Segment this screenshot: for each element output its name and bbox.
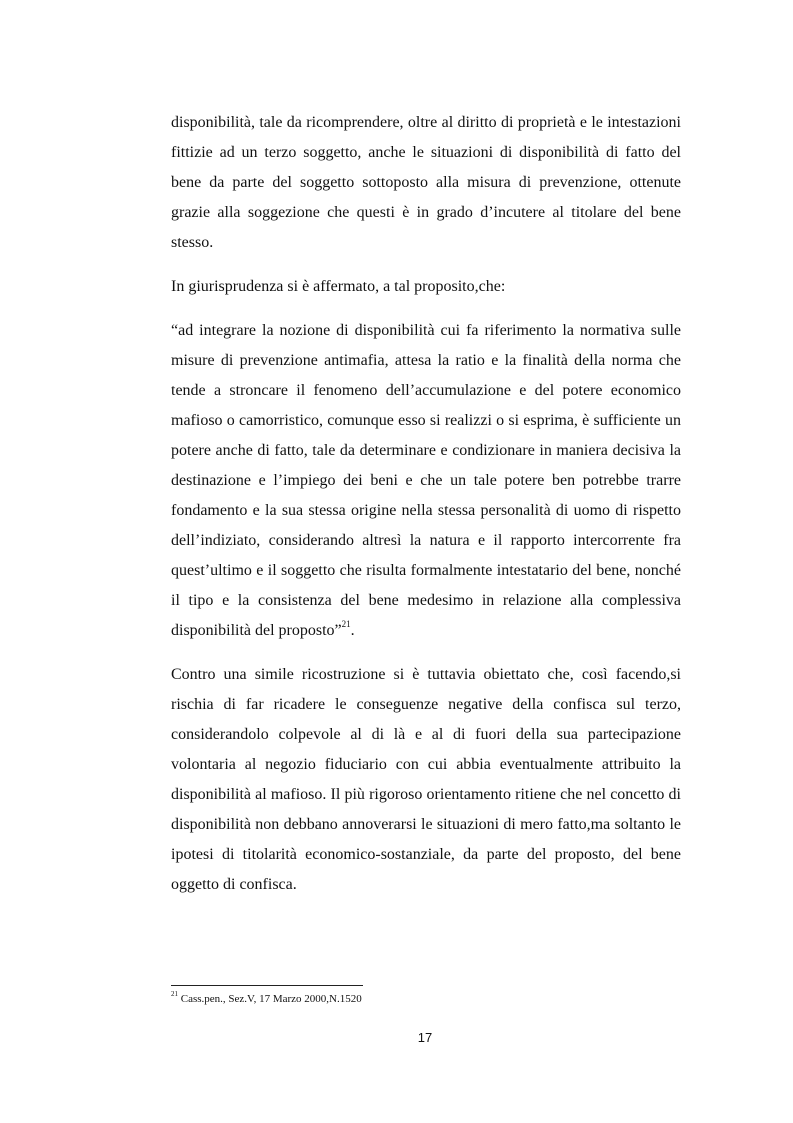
footnote <box>171 992 362 1006</box>
page-number: 17 <box>417 1030 433 1045</box>
footnote-separator <box>171 985 363 986</box>
paragraph-4: Contro una simile ricostruzione si è tuttavia obiettato che, così facendo,si rischia di far ricadere le conseguenze negative della confisca sul terzo, considerandolo colpevole al di là e al di fuori della sua partecipazione volontaria al negozio fiduciario con cui abbia eventualmente attribuito la disponibilità al mafioso. Il più rigoroso orientamento ritiene che nel concetto di disponibilità non debbano annoverarsi le situazioni di mero fatto,ma soltanto le ipotesi di titolarità economico-sostanziale, da parte del proposto, del bene oggetto di confisca. <box>171 666 681 893</box>
quote-text: “ad integrare la nozione di disponibilità cui fa riferimento la normativa sulle misure di prevenzione antimafia, attesa la ratio e la finalità della norma che tende a stroncare il fenomeno dell’accumulazione e del potere economico mafioso o camorristico, comunque esso si realizzi o si esprima, è sufficiente un potere anche di fatto, tale da determinare e condizionare in maniera decisiva la destinazione e l’impiego dei beni e che un tale potere ben potrebbe trarre fondamento e la sua stessa origine nella stessa personalità di uomo di rispetto dell’indiziato, considerando altresì la natura e il rapporto intercorrente fra quest’ultimo e il soggetto che risulta formalmente intestatario del bene, nonché il tipo e la consistenza del bene medesimo in relazione alla complessiva disponibilità del proposto” <box>171 322 681 639</box>
footnote-text: Cass.pen., Sez.V, 17 Marzo 2000,N.1520 <box>180 993 362 1005</box>
footnote-marker: 21 <box>171 990 178 999</box>
paragraph-2: In giurisprudenza si è affermato, a tal proposito,che: <box>171 278 506 295</box>
quote-end-punctuation: . <box>350 622 355 639</box>
document-body <box>171 108 681 900</box>
footnote-reference[interactable]: 21 <box>341 618 351 629</box>
paragraph-1: disponibilità, tale da ricomprendere, oltre al diritto di proprietà e le intestazioni fittizie ad un terzo soggetto, anche le situazioni di disponibilità di fatto del bene da parte del soggetto sottoposto alla misura di prevenzione, ottenute grazie alla soggezione che questi è in grado d’incutere al titolare del bene stesso. <box>171 114 681 251</box>
quote-paragraph <box>171 316 681 646</box>
